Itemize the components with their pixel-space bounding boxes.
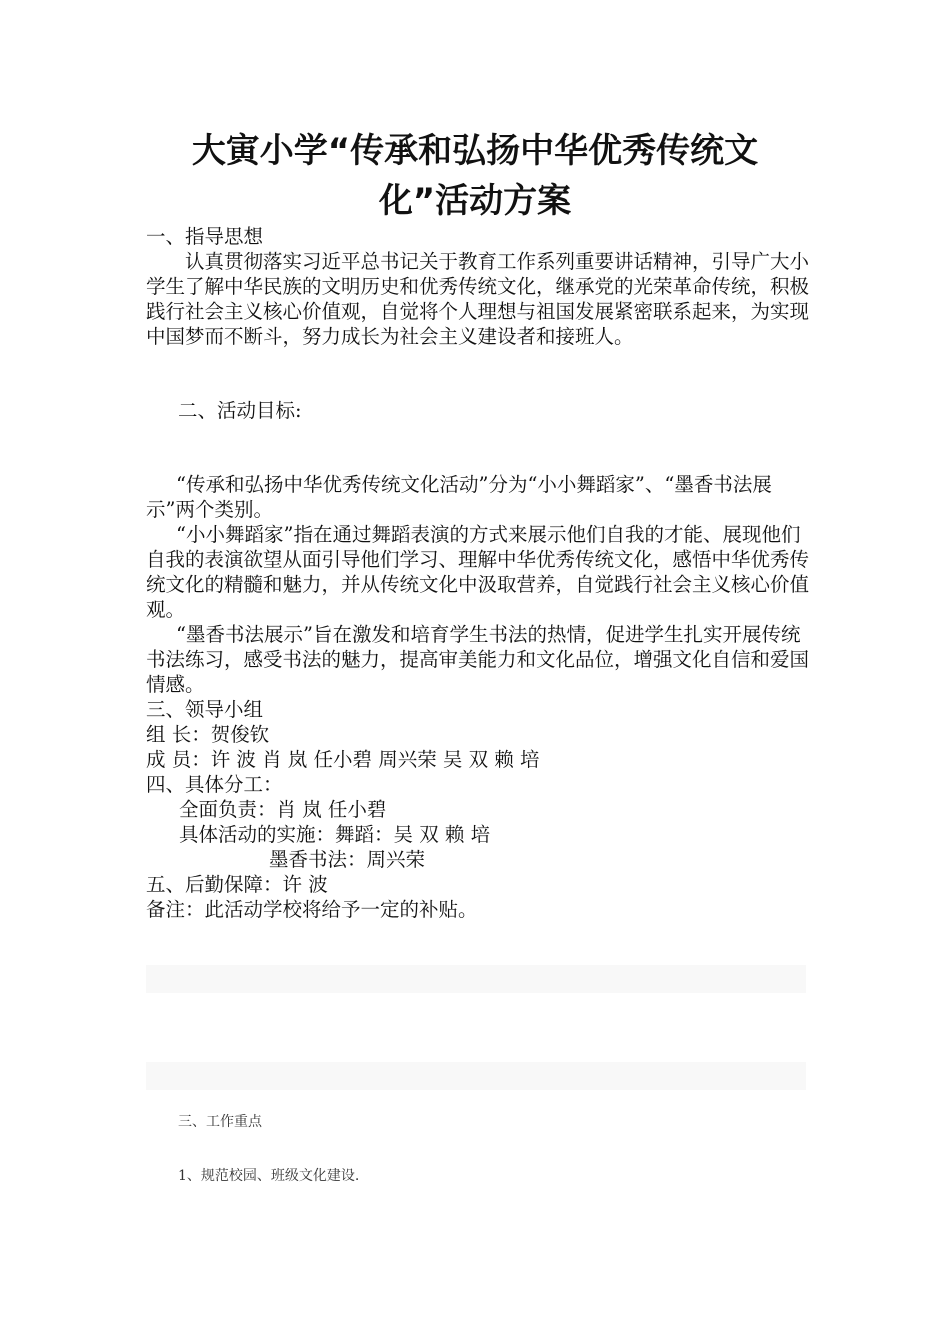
section-guiding-ideology [146, 224, 811, 349]
overall-responsibility-line: 全面负责：肖 岚 任小碧 [179, 798, 387, 821]
section-leadership-heading: 三、领导小组 [146, 698, 264, 721]
note-line: 备注：此活动学校将给予一定的补贴。 [146, 898, 478, 921]
leader-line: 组 长：贺俊钦 [146, 723, 270, 746]
members-line: 成 员：许 波 肖 岚 任小碧 周兴荣 吴 双 赖 培 [146, 748, 540, 771]
goal-paragraph-dancer: “小小舞蹈家”指在通过舞蹈表演的方式来展示他们自我的才能、展现他们自我的表演欲望从面引导他们学习、理解中华优秀传统文化，感悟中华优秀传统文化的精髓和魅力，并从传统文化中汲取营养，自觉践行社会主义核心价值观。 [146, 523, 810, 621]
goal-paragraph-calligraphy: “墨香书法展示”旨在激发和培育学生书法的热情，促进学生扎实开展传统书法练习，感受书法的魅力，提高审美能力和文化品位，增强文化自信和爱国情感。 [146, 623, 810, 696]
section-logistics-heading: 五、后勤保障：许 波 [146, 873, 328, 896]
footer-item-1: 1、规范校园、班级文化建设. [178, 1168, 360, 1184]
section-heading: 一、指导思想 [146, 225, 264, 248]
blank-band-top [146, 965, 806, 993]
section-division-heading: 四、具体分工： [146, 773, 283, 796]
section-paragraph: 认真贯彻落实习近平总书记关于教育工作系列重要讲话精神，引导广大小学生了解中华民族的文明历史和优秀传统文化，继承党的光荣革命传统，积极践行社会主义核心价值观，自觉将个人理想与祖国发展紧密联系起来，为实现中国梦而不断斗，努力成长为社会主义建设者和接班人。 [146, 250, 810, 348]
document-title-line-1: 大寅小学“传承和弘扬中华优秀传统文 [191, 131, 759, 171]
blank-band-bottom [146, 1062, 806, 1090]
calligraphy-assignee-line: 墨香书法：周兴荣 [269, 848, 426, 871]
implementation-line: 具体活动的实施：舞蹈：吴 双 赖 培 [179, 823, 491, 846]
goal-paragraph-categories: “传承和弘扬中华优秀传统文化活动”分为“小小舞蹈家”、“墨香书法展示”两个类别。 [146, 473, 772, 521]
section-activity-goals-heading [178, 398, 843, 423]
section-activity-goals [146, 472, 811, 922]
footer-section-heading: 三、工作重点 [178, 1114, 262, 1130]
document-title-line-2: 化”活动方案 [378, 181, 572, 221]
section-heading: 二、活动目标: [178, 399, 302, 422]
